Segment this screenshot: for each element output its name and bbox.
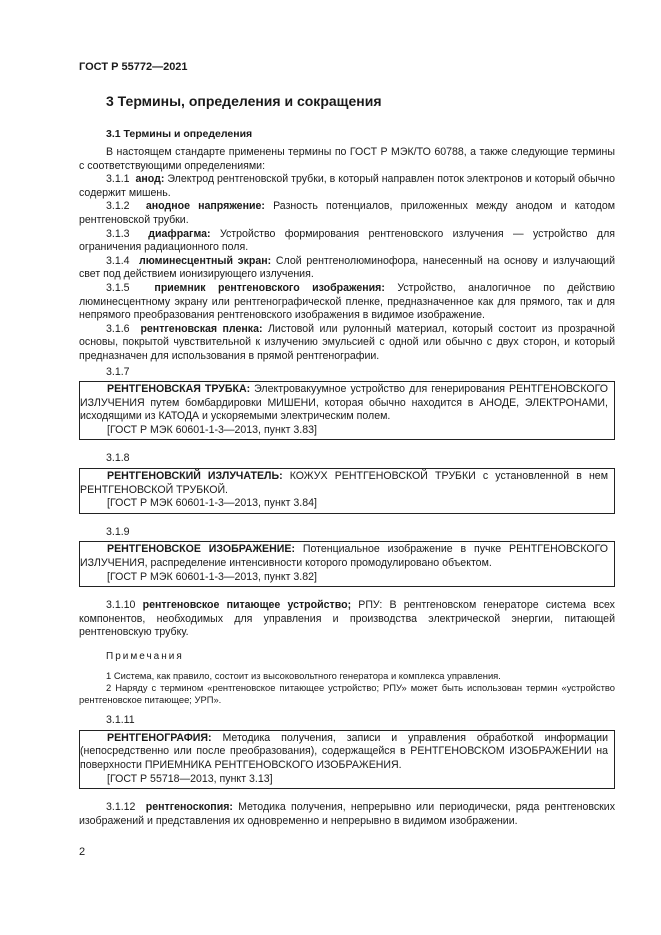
box-number-3-1-7: 3.1.7 [106,365,130,378]
box-number-3-1-9: 3.1.9 [106,525,130,538]
term-box-3-1-7 [79,381,615,440]
term-box-3-1-9 [79,541,615,587]
box-definition: РЕНТГЕНОВСКИЙ ИЗЛУЧАТЕЛЬ: КОЖУХ РЕНТГЕНОВСКОЙ ТРУБКИ с установленной в нем РЕНТГЕНОВСКОЙ ТРУБКОЙ. [80,470,608,496]
term-3-1-5: 3.1.5 приемник рентгеновского изображения: Устройство, аналогичное по действию люминесцентному экрану или рентгенографической пленке, предназначенное как для прямого, так и для непрямого преобразования рентгеновского изображения в видимое изображение. [79,281,615,322]
box-reference: [ГОСТ Р МЭК 60601-1-3—2013, пункт 3.82] [107,570,317,583]
term-box-3-1-8 [79,468,615,514]
box-definition: РЕНТГЕНОВСКОЕ ИЗОБРАЖЕНИЕ: Потенциальное изображение в пучке РЕНТГЕНОВСКОГО ИЗЛУЧЕНИЯ, распределение интенсивности которого промодулировано объектом. [80,543,608,570]
term-3-1-1: 3.1.1 анод: Электрод рентгеновской трубки, в который направлен поток электронов и который обычно содержит мишень. [79,173,616,199]
notes-heading: Примечания [106,651,184,662]
box-reference: [ГОСТ Р 55718—2013, пункт 3.13] [107,772,273,785]
content-body [79,146,615,828]
term-3-1-2: 3.1.2 анодное напряжение: Разность потенциалов, приложенных между анодом и катодом рентгеновской трубки. [79,200,615,226]
note-2: 2 Наряду с термином «рентгеновское питающее устройство; РПУ» может быть использован термин «устройство рентгеновское питающее; УРП». [79,681,615,705]
term-3-1-10: 3.1.10 рентгеновское питающее устройство; РПУ: В рентгеновском генераторе система всех компонентов, необходимых для управления и производства электрической энергии, питающей рентгеновскую трубку. [79,599,615,639]
term-3-1-12: 3.1.12 рентгеноскопия: Методика получения, непрерывно или периодически, ряда рентгеновских изображений и представления их одновременно и непрерывно в видимом изображении. [79,801,615,827]
page-number: 2 [79,846,86,858]
box-definition: РЕНТГЕНОВСКАЯ ТРУБКА: Электровакуумное устройство для генерирования РЕНТГЕНОВСКОГО ИЗЛУЧЕНИЯ путем бомбардировки МИШЕНИ, которая обычно находится в АНОДЕ, ЭЛЕКТРОНАМИ, исходящими из КАТОДА и ускоряемыми электрическим полем. [80,383,608,423]
box-definition: РЕНТГЕНОГРАФИЯ: Методика получения, записи и управления обработкой информации (непосредственно или после преобразования), содержащейся в РЕНТГЕНОВСКОМ ИЗОБРАЖЕНИИ на поверхности ПРИЕМНИКА РЕНТГЕНОВСКОГО ИЗОБРАЖЕНИЯ. [80,731,608,771]
box-number-3-1-8: 3.1.8 [106,452,130,465]
term-3-1-3: 3.1.3 диафрагма: Устройство формирования рентгеновского излучения — устройство для ограничения радиационного поля. [79,227,616,254]
box-reference: [ГОСТ Р МЭК 60601-1-3—2013, пункт 3.84] [107,497,317,510]
term-box-3-1-11 [79,730,615,789]
box-reference: [ГОСТ Р МЭК 60601-1-3—2013, пункт 3.83] [107,423,317,436]
box-number-3-1-11: 3.1.11 [106,714,135,727]
term-3-1-4: 3.1.4 люминесцентный экран: Слой рентгенолюминофора, нанесенный на основу и излучающий свет под действием ионизирующего излучения. [79,254,616,281]
note-1: 1 Система, как правило, состоит из высоковольтного генератора и комплекса управления. [106,669,501,681]
standard-header: ГОСТ Р 55772—2021 [79,61,188,73]
term-3-1-6: 3.1.6 рентгеновская пленка: Листовой или рулонный материал, который состоит из прозрачной основы, покрытой чувствительной к излучению эмульсией с одной или обычно с двух сторон, и который предназначен для использования в прямой рентгенографии. [79,322,615,362]
intro-paragraph: В настоящем стандарте применены термины по ГОСТ Р МЭК/ТО 60788, а также следующие термины с соответствующими определениями: [79,146,615,172]
subsection-title: 3.1 Термины и определения [106,128,253,140]
section-title: 3 Термины, определения и сокращения [106,93,382,109]
